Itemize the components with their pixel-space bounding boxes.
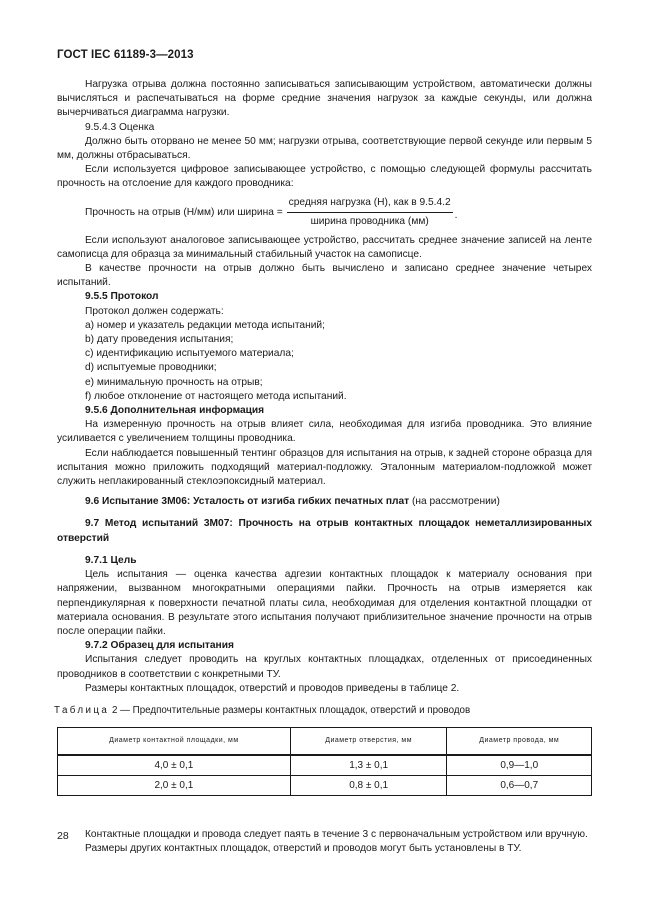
formula-fraction [287,196,453,229]
table-row [58,776,592,796]
table-header-row [58,728,592,756]
peel-strength-formula [57,193,592,233]
spacer [57,696,592,704]
table-caption-text: — Предпочтительные размеры контактных площадок, отверстий и проводов [117,704,471,716]
paragraph: Должно быть оторвано не менее 50 мм; нагрузки отрыва, соответствующие первой секунде или первым 5 мм, должны отбрасываться. [57,135,592,162]
paragraph: Если используют аналоговое записывающее устройство, рассчитать среднее значение записей на ленте самописца для образца за минимальный стабильный участок на самописце. [57,234,592,260]
section-heading-9-6-status: (на рассмотрении) [409,496,500,508]
paragraph: Нагрузка отрыва должна постоянно записываться записывающим устройством, автоматически должны вычисляться и распечатываться на форме средние значения нагрузок за каждые секунды, или должна вычерчиваться диаграмма нагрузки. [57,79,592,119]
list-item: f) любое отклонение от настоящего метода испытаний. [85,390,347,402]
paragraph: Если используется цифровое записывающее устройство, с помощью следующей формулы рассчитать прочность на отслоение для каждого проводника: [57,164,592,190]
table-cell: 0,9—1,0 [447,755,592,776]
paragraph: Протокол должен содержать: [85,305,224,317]
spacer [57,546,592,554]
table-header-cell: Диаметр провода, мм [447,728,592,756]
page-number: 28 [57,830,69,842]
table-caption [54,704,592,718]
section-heading-9-6-title: 9.6 Испытание 3М06: Усталость от изгиба гибких печатных плат [85,496,410,508]
section-heading-9-6 [57,495,592,509]
formula-label: Прочность на отрыв (Н/мм) или ширина = [85,206,283,218]
document-header: ГОСТ IEC 61189-3—2013 [57,49,194,61]
formula-denominator: ширина проводника (мм) [310,216,429,228]
paragraph: В качестве прочности на отрыв должно быть вычислено и записано среднее значение четырех испытаний. [57,263,592,289]
list-item: a) номер и указатель редакции метода испытаний; [85,319,325,331]
section-heading-9-7-1: 9.7.1 Цель [85,554,137,566]
table-cell: 4,0 ± 0,1 [58,755,291,776]
list-item: b) дату проведения испытания; [85,334,234,346]
section-heading-9-7: 9.7 Метод испытаний 3М07: Прочность на отрыв контактных площадок неметаллизированных отверстий [57,518,592,544]
table-cell: 1,3 ± 0,1 [290,755,447,776]
formula-end: . [454,209,458,221]
table-cell: 0,8 ± 0,1 [290,776,447,796]
formula-numerator: средняя нагрузка (Н), как в 9.5.4.2 [287,196,453,213]
dimensions-table [57,727,592,796]
section-heading-9-7-2: 9.7.2 Образец для испытания [85,640,234,652]
table-caption-label: Таблица [54,704,110,716]
paragraph: Размеры контактных площадок, отверстий и проводов приведены в таблице 2. [85,682,460,694]
document-body [54,78,592,857]
list-item: e) минимальную прочность на отрыв; [85,376,263,388]
section-heading-9-5-5: 9.5.5 Протокол [85,291,159,303]
table-header-cell: Диаметр контактной площадки, мм [58,728,291,756]
table-row [58,755,592,776]
table-header-cell: Диаметр отверстия, мм [290,728,447,756]
table-cell: 2,0 ± 0,1 [58,776,291,796]
paragraph: Размеры других контактных площадок, отверстий и проводов могут быть установлены в ТУ. [85,843,522,855]
spacer [57,509,592,517]
table-caption-number: 2 [111,704,118,716]
paragraph: На измеренную прочность на отрыв влияет сила, необходимая для изгиба проводника. Это влияние усиливается с увеличением толщины проводника. [57,419,592,445]
table-cell: 0,6—0,7 [447,776,592,796]
list-item: d) испытуемые проводники; [85,362,217,374]
section-heading-9-5-4-3: 9.5.4.3 Оценка [85,121,155,133]
list-item: c) идентификацию испытуемого материала; [85,348,294,360]
paragraph: Испытания следует проводить на круглых контактных площадках, отделенных от присоединенных проводников в соответствии с конкретными ТУ. [57,654,592,680]
section-heading-9-5-6: 9.5.6 Дополнительная информация [85,405,265,417]
paragraph: Если наблюдается повышенный тентинг образцов для испытания на отрыв, к задней стороне образца для испытания можно приложить подходящий материал-подложку. Эталонным материалом-подложкой может служить неплакированный стеклоэпоксидный материал. [57,447,592,488]
paragraph: Цель испытания — оценка качества адгезии контактных площадок к материалу основания при напряжении, вызванном многократными операциями пайки. Прочность на отрыв измеряется как перпендикулярная к поверхности печатной платы сила, необходимая для отделения контактной площадки от материала основания. В результате этого испытания получают приблизительное значение прочности на отрыв после операции пайки. [57,569,592,637]
paragraph: Контактные площадки и провода следует паять в течение 3 с первоначальным устройством или вручную. [85,829,588,841]
